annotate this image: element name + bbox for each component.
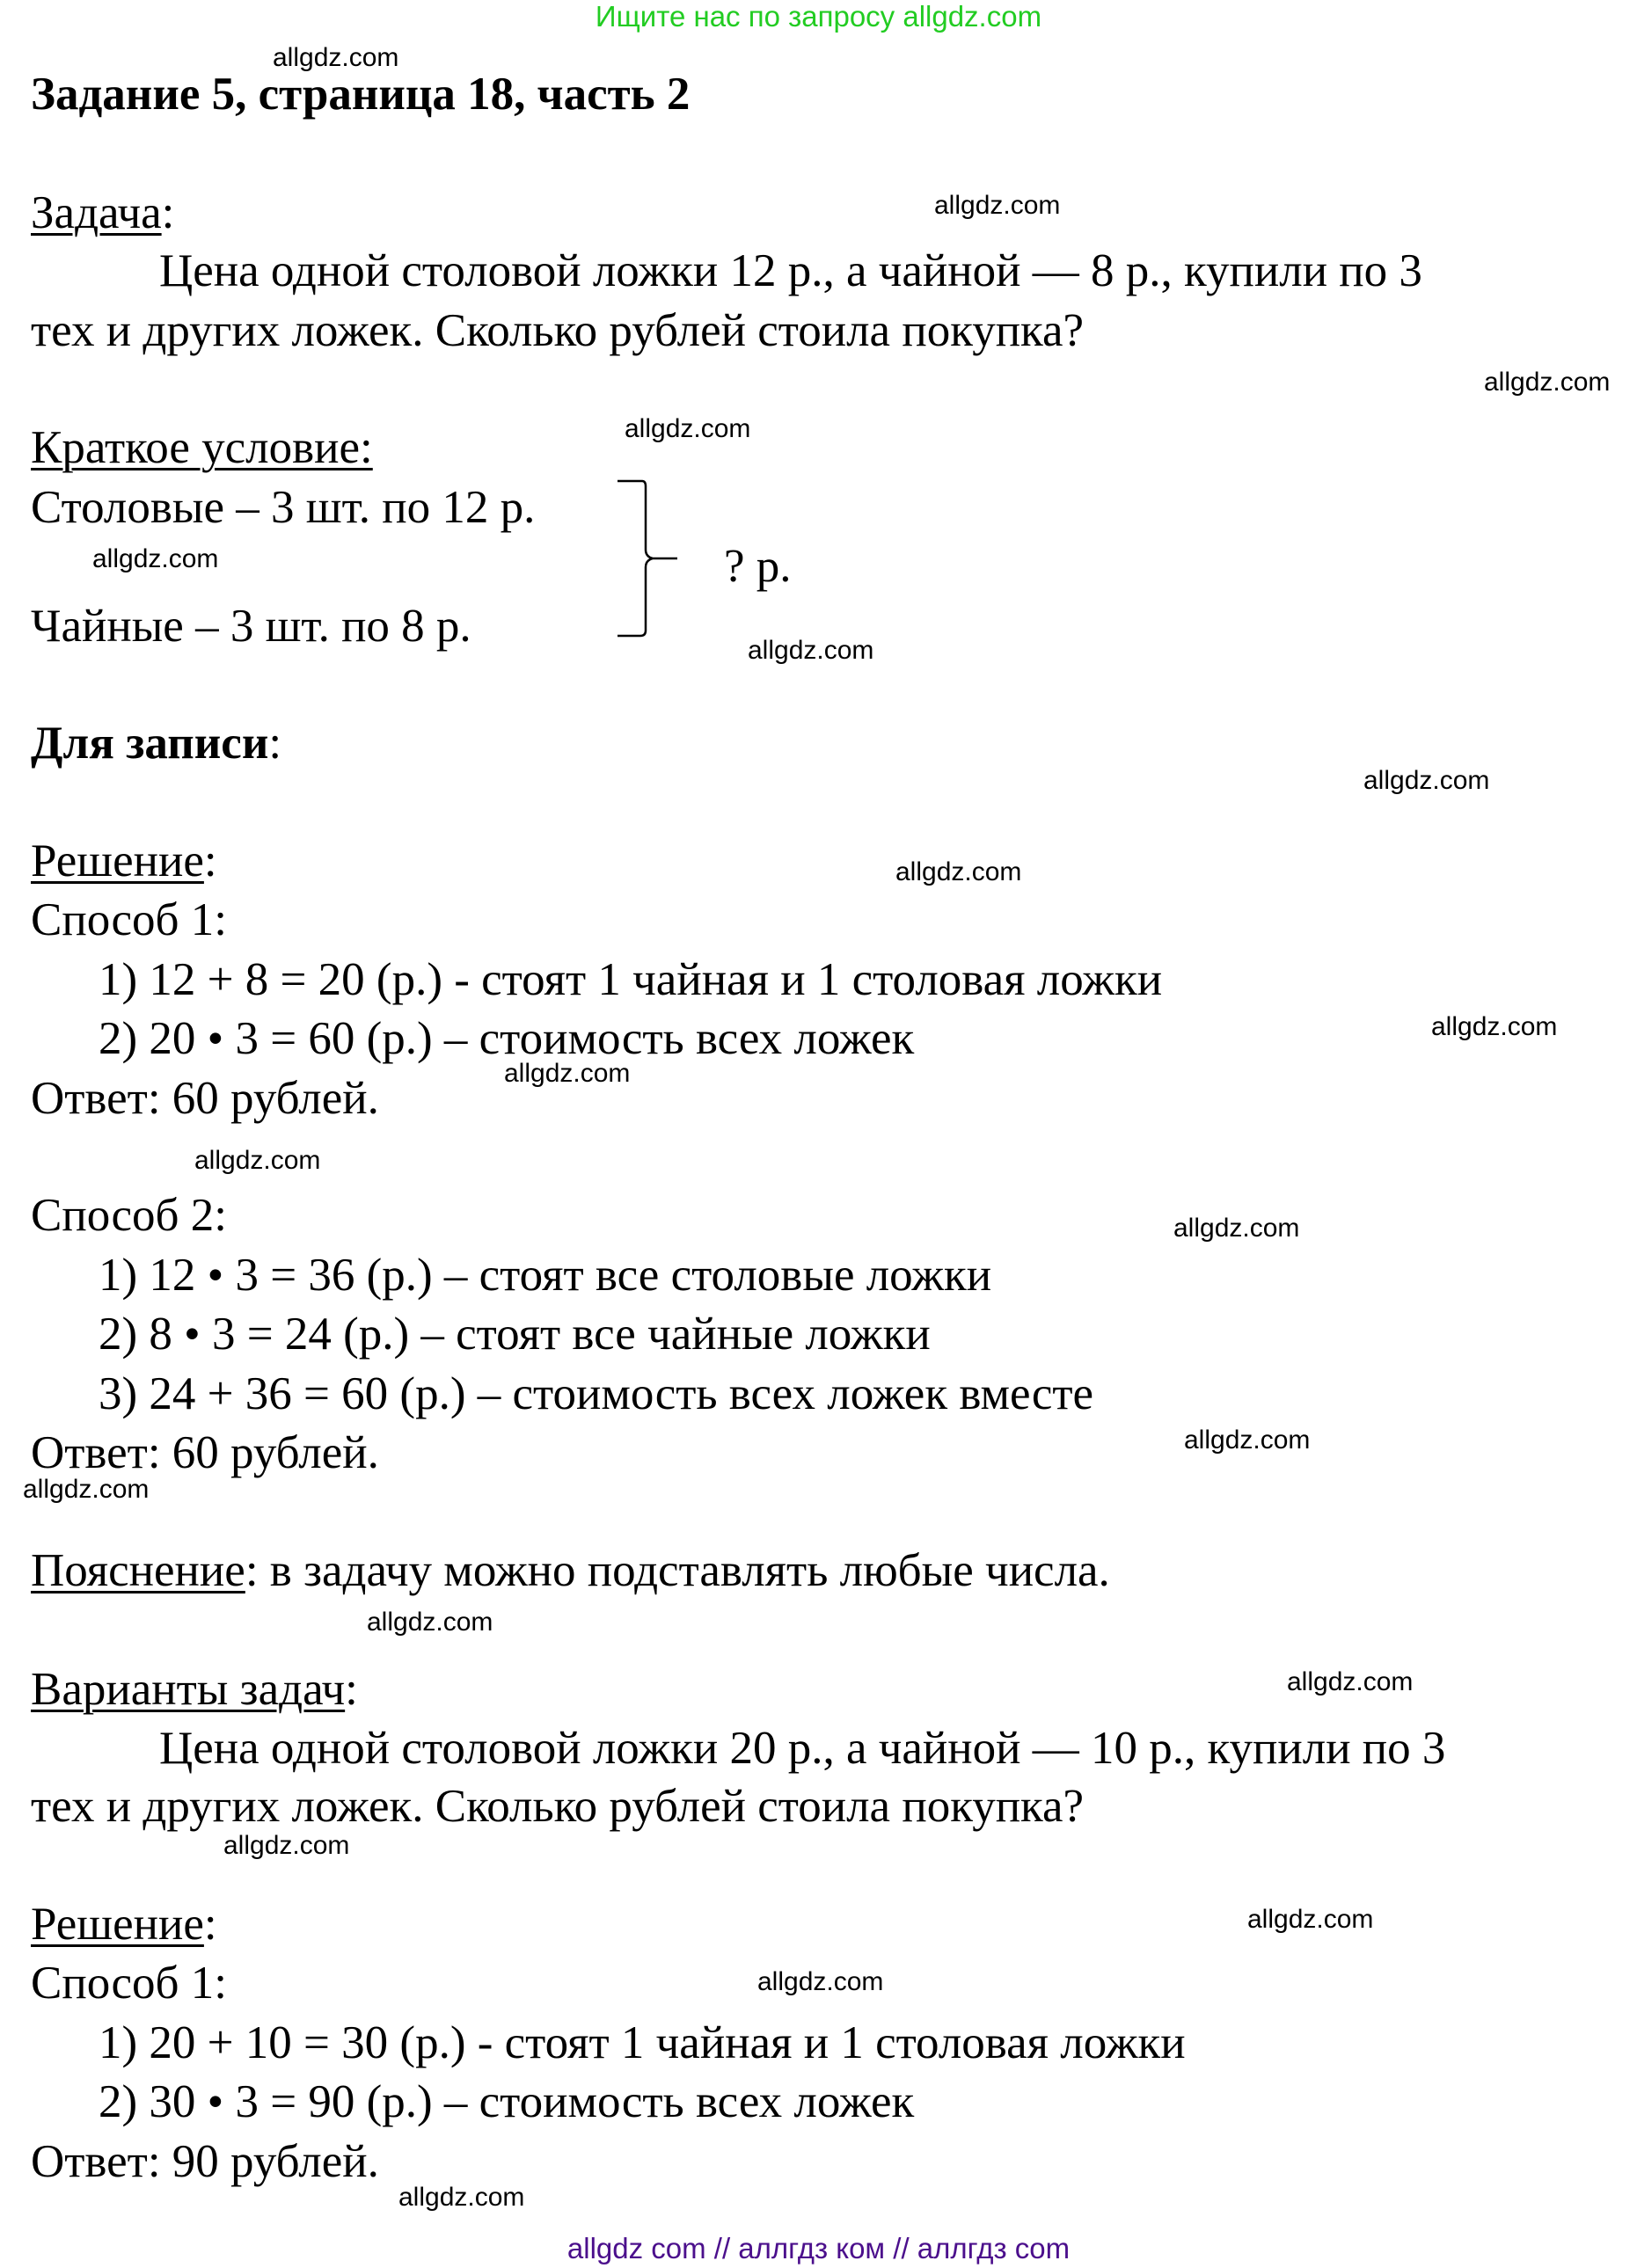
watermark: allgdz.com (1484, 368, 1611, 397)
watermark: allgdz.com (895, 857, 1022, 886)
watermark: allgdz.com (1431, 1012, 1558, 1041)
colon: : (203, 835, 217, 886)
variants-label: Варианты задач (31, 1664, 346, 1715)
page-title: Задание 5, страница 18, часть 2 (31, 69, 691, 120)
way1-step: 1) 12 + 8 = 20 (р.) - стоят 1 чайная и 1 столовая ложки (99, 954, 1163, 1005)
footer-banner[interactable]: allgdz com // аллгдз ком // аллгдз com (566, 2232, 1071, 2264)
brace-icon (616, 478, 679, 640)
explanation-text: : в задачу можно подставлять любые числа. (245, 1545, 1110, 1596)
solution2-label: Решение (31, 1899, 204, 1950)
solution2-answer: Ответ: 90 рублей. (31, 2136, 379, 2187)
watermark: allgdz.com (934, 191, 1061, 220)
colon: : (345, 1664, 358, 1715)
watermark: allgdz.com (625, 414, 751, 443)
short-row-1: Столовые – 3 шт. по 12 р. (31, 482, 536, 533)
task-heading (31, 186, 174, 239)
solution2-step: 2) 30 • 3 = 90 (р.) – стоимость всех ложек (99, 2076, 915, 2127)
way1-step: 2) 20 • 3 = 60 (р.) – стоимость всех ложек (99, 1013, 915, 1064)
watermark: allgdz.com (1247, 1905, 1374, 1934)
watermark: allgdz.com (23, 1475, 150, 1504)
solution-label: Решение (31, 835, 204, 886)
watermark: allgdz.com (504, 1059, 631, 1088)
question-total: ? р. (724, 541, 792, 592)
watermark: allgdz.com (757, 1967, 884, 1996)
variant-line-1: Цена одной столовой ложки 20 р., а чайной — 10 р., купили по 3 (159, 1723, 1446, 1774)
watermark: allgdz.com (1184, 1426, 1311, 1455)
watermark: allgdz.com (92, 544, 219, 573)
watermark: allgdz.com (1173, 1214, 1300, 1243)
solution2-heading (31, 1898, 217, 1951)
header-banner[interactable]: Ищите нас по запросу allgdz.com (595, 0, 1042, 33)
record-label: Для записи (31, 718, 269, 769)
solution-heading (31, 835, 217, 887)
short-condition-heading: Краткое условие: (31, 422, 373, 473)
way2-step: 1) 12 • 3 = 36 (р.) – стоят все столовые ложки (99, 1250, 992, 1301)
variant-line-2: тех и других ложек. Сколько рублей стоила покупка? (31, 1781, 1085, 1832)
short-row-2: Чайные – 3 шт. по 8 р. (31, 601, 471, 652)
way1-answer: Ответ: 60 рублей. (31, 1073, 379, 1124)
watermark: allgdz.com (398, 2183, 525, 2212)
task-line-1: Цена одной столовой ложки 12 р., а чайной — 8 р., купили по 3 (159, 245, 1422, 296)
watermark: allgdz.com (748, 636, 874, 665)
watermark: allgdz.com (1287, 1667, 1414, 1696)
colon: : (203, 1899, 217, 1950)
watermark: allgdz.com (223, 1831, 350, 1860)
task-label: Задача (31, 187, 162, 238)
colon: : (268, 718, 282, 769)
way1-label: Способ 1: (31, 894, 227, 945)
solution2-way1-label: Способ 1: (31, 1958, 227, 2009)
way2-step: 3) 24 + 36 = 60 (р.) – стоимость всех ложек вместе (99, 1368, 1094, 1419)
way2-answer: Ответ: 60 рублей. (31, 1427, 379, 1478)
watermark: allgdz.com (194, 1146, 321, 1175)
way2-label: Способ 2: (31, 1190, 227, 1241)
explanation (31, 1544, 1110, 1597)
watermark: allgdz.com (367, 1608, 493, 1637)
record-heading (31, 717, 281, 769)
solution2-step: 1) 20 + 10 = 30 (р.) - стоят 1 чайная и 1 столовая ложки (99, 2017, 1186, 2068)
watermark: allgdz.com (273, 43, 399, 72)
variants-heading (31, 1663, 358, 1716)
way2-step: 2) 8 • 3 = 24 (р.) – стоят все чайные ложки (99, 1309, 931, 1360)
explanation-label: Пояснение (31, 1545, 245, 1596)
watermark: allgdz.com (1363, 766, 1490, 795)
colon: : (161, 187, 175, 238)
task-line-2: тех и других ложек. Сколько рублей стоила покупка? (31, 305, 1085, 356)
